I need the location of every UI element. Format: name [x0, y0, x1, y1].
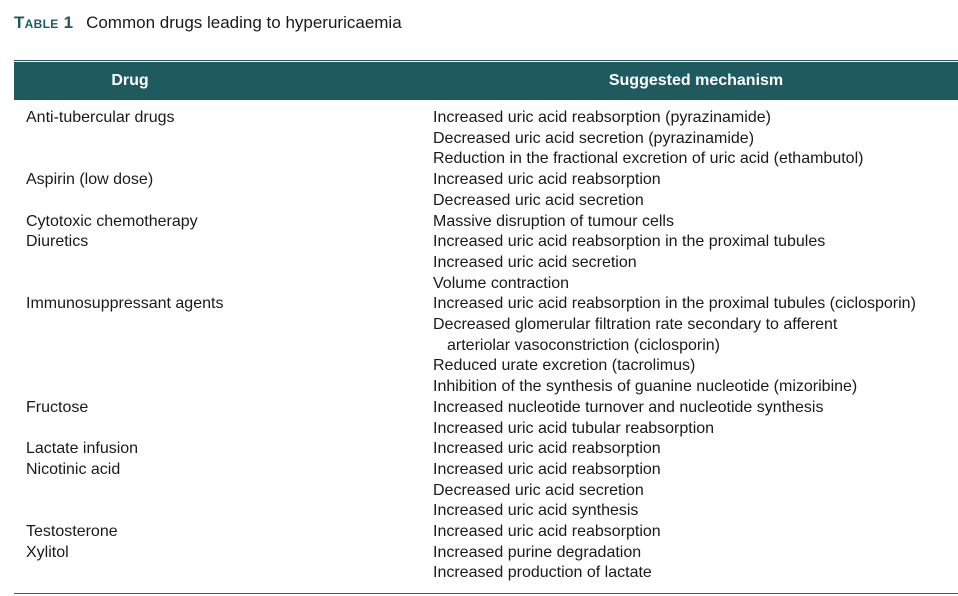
mechanism-cell — [421, 294, 958, 398]
mechanism-line: Increased nucleotide turnover and nucleotide synthesis — [433, 398, 824, 416]
mechanism-line: Decreased uric acid secretion — [433, 191, 644, 209]
drug-cell: Testosterone — [26, 523, 118, 541]
mechanism-cell — [421, 108, 958, 170]
drug-cell: Lactate infusion — [26, 440, 139, 458]
table-caption — [14, 12, 402, 34]
table-row — [14, 522, 958, 543]
mechanism-line: Volume contraction — [433, 274, 570, 292]
mechanism-line: Increased uric acid reabsorption — [433, 460, 661, 478]
drug-cell: Fructose — [26, 398, 89, 416]
drug-cell: Diuretics — [26, 233, 89, 251]
mechanism-line: Increased uric acid tubular reabsorption — [433, 419, 715, 437]
mechanism-line: Increased uric acid reabsorption — [433, 440, 661, 458]
mechanism-cell — [421, 543, 958, 584]
table-row — [14, 439, 958, 460]
mechanism-line: Increased uric acid synthesis — [433, 502, 639, 520]
table-row — [14, 232, 958, 294]
mechanism-cell — [421, 522, 958, 543]
mechanism-line: Increased purine degradation — [433, 543, 642, 561]
mechanism-line: Increased uric acid reabsorption — [433, 171, 661, 189]
table-body — [14, 108, 958, 584]
table-title: Common drugs leading to hyperuricaemia — [86, 13, 402, 32]
mechanism-cell — [421, 232, 958, 294]
mechanism-cell — [421, 212, 958, 233]
mechanism-line: Increased uric acid reabsorption (pyrazinamide) — [433, 109, 771, 126]
drug-cell: Xylitol — [26, 543, 69, 561]
mechanism-line: Increased uric acid reabsorption in the proximal tubules — [433, 233, 826, 251]
mechanism-line: Increased production of lactate — [433, 564, 652, 582]
table-row — [14, 398, 958, 439]
mechanism-line: Massive disruption of tumour cells — [433, 212, 674, 230]
mechanism-line: Decreased uric acid secretion (pyrazinamide) — [433, 129, 755, 147]
drug-cell: Nicotinic acid — [26, 460, 121, 478]
table-header — [14, 62, 958, 100]
table-label: Table 1 — [14, 13, 74, 32]
drug-cell: Immunosuppressant agents — [26, 295, 224, 313]
mechanism-line: Increased uric acid reabsorption in the proximal tubules (ciclosporin) — [433, 295, 916, 313]
table-row — [14, 108, 958, 170]
mechanism-line: Increased uric acid reabsorption — [433, 523, 661, 541]
mechanism-line: Reduction in the fractional excretion of uric acid (ethambutol) — [433, 150, 864, 168]
drug-cell: Anti-tubercular drugs — [26, 109, 175, 126]
mechanism-cell — [421, 398, 958, 439]
table-row — [14, 212, 958, 233]
mechanism-cell — [421, 170, 958, 211]
mechanism-line: Decreased uric acid secretion — [433, 481, 644, 499]
table-row — [14, 294, 958, 398]
table-row — [14, 460, 958, 522]
mechanism-line: Increased uric acid secretion — [433, 253, 637, 271]
drug-cell: Aspirin (low dose) — [26, 171, 154, 189]
mechanism-cell — [421, 439, 958, 460]
header-mechanism: Suggested mechanism — [608, 72, 784, 89]
mechanism-line: arteriolar vasoconstriction (ciclosporin) — [447, 336, 720, 354]
bottom-rule — [14, 593, 958, 594]
mechanism-cell — [421, 460, 958, 522]
mechanism-line: Decreased glomerular filtration rate secondary to afferent — [433, 316, 838, 334]
mechanism-line: Reduced urate excretion (tacrolimus) — [433, 357, 696, 375]
top-rule — [14, 60, 958, 61]
table-row — [14, 170, 958, 211]
mechanism-line: Inhibition of the synthesis of guanine nucleotide (mizoribine) — [433, 378, 858, 396]
header-drug: Drug — [111, 72, 149, 89]
table-row — [14, 543, 958, 584]
drug-cell: Cytotoxic chemotherapy — [26, 212, 198, 230]
